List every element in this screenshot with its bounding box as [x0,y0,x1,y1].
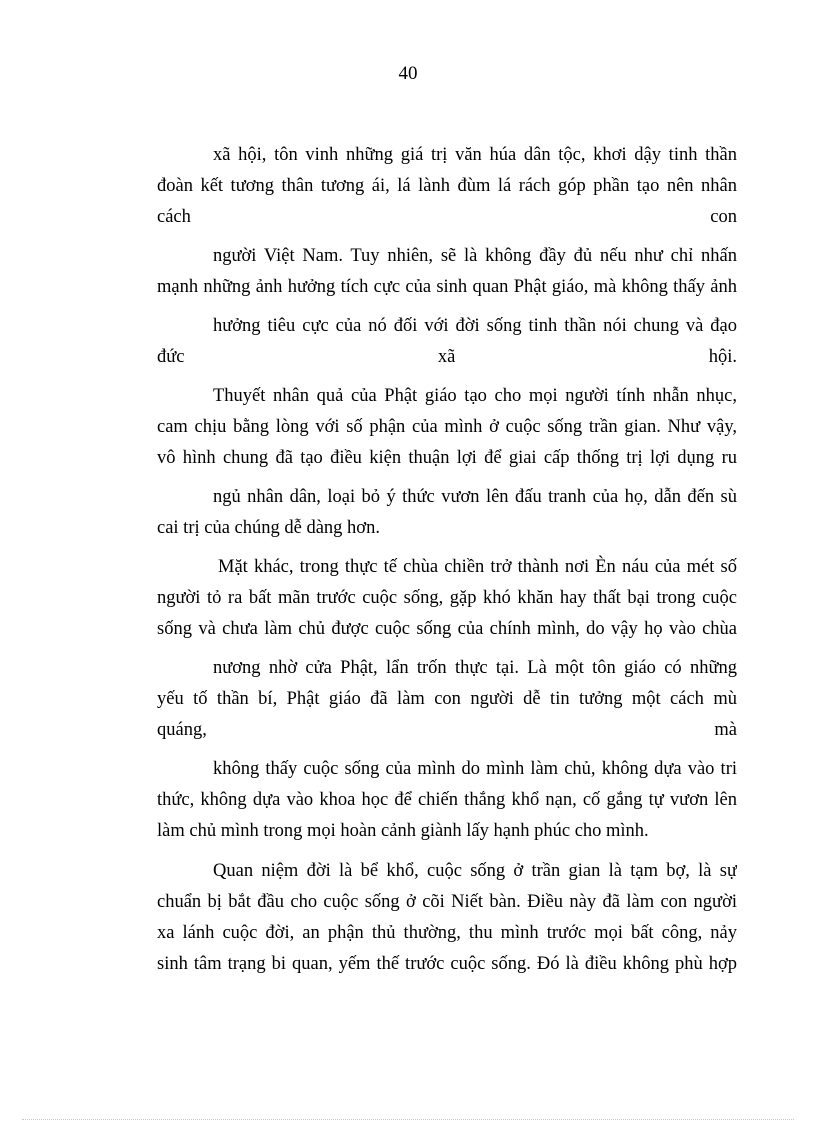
text-line: chuẩn bị bắt đầu cho cuộc sống ở cõi Niết bàn. Điều này đã làm con người [157,892,737,912]
text-line: đoàn kết tương thân tương ái, lá lành đùm lá rách góp phần tạo nên nhân [157,176,737,196]
text-line: xa lánh cuộc đời, an phận thủ thường, thu mình trước mọi bất công, nảy [157,923,737,943]
text-line: vô hình chung đã tạo điều kiện thuận lợi để giai cấp thống trị lợi dụng ru [157,448,737,468]
text-line: ngủ nhân dân, loại bỏ ý thức vươn lên đấu tranh của họ, dẫn đến sù [213,487,737,507]
text-line: đức xã hội. [157,347,737,367]
text-line: cai trị của chúng dễ dàng hơn. [157,518,380,538]
text-line: cách con [157,207,737,227]
text-line: yếu tố thần bí, Phật giáo đã làm con người dễ tin tưởng một cách mù [157,689,737,709]
text-line: sống và chưa làm chủ được cuộc sống của chính mình, do vậy họ vào chùa [157,619,737,639]
text-line: hưởng tiêu cực của nó đối với đời sống tinh thần nói chung và đạo [213,316,737,336]
page-number: 40 [398,63,418,84]
text-line: làm chủ mình trong mọi hoàn cảnh giành lấy hạnh phúc cho mình. [157,821,649,841]
text-line: người Việt Nam. Tuy nhiên, sẽ là không đầy đủ nếu như chỉ nhấn [213,246,737,266]
text-line: thức, không dựa vào khoa học để chiến thắng khổ nạn, cố gắng tự vươn lên [157,790,737,810]
text-line: cam chịu bằng lòng với số phận của mình ở cuộc sống trần gian. Như vậy, [157,417,737,437]
page-bottom-divider [22,1119,794,1120]
text-line: nương nhờ cửa Phật, lẩn trốn thực tại. Là một tôn giáo có những [213,658,737,678]
text-line: không thấy cuộc sống của mình do mình làm chủ, không dựa vào tri [213,759,737,779]
text-line: xã hội, tôn vinh những giá trị văn húa dân tộc, khơi dậy tinh thần [213,145,737,165]
text-line: quáng, mà [157,720,737,740]
text-line: Thuyết nhân quả của Phật giáo tạo cho mọi người tính nhẫn nhục, [213,386,737,406]
text-line: Mặt khác, trong thực tế chùa chiền trở thành nơi Èn náu của mét số [218,557,737,577]
text-line: sinh tâm trạng bi quan, yếm thế trước cuộc sống. Đó là điều không phù hợp [157,954,737,974]
text-line: mạnh những ảnh hưởng tích cực của sinh quan Phật giáo, mà không thấy ảnh [157,277,737,297]
text-line: Quan niệm đời là bể khổ, cuộc sống ở trần gian là tạm bợ, là sự [213,861,737,881]
body-text [157,140,737,980]
text-line: người tỏ ra bất mãn trước cuộc sống, gặp khó khăn hay thất bại trong cuộc [157,588,737,608]
